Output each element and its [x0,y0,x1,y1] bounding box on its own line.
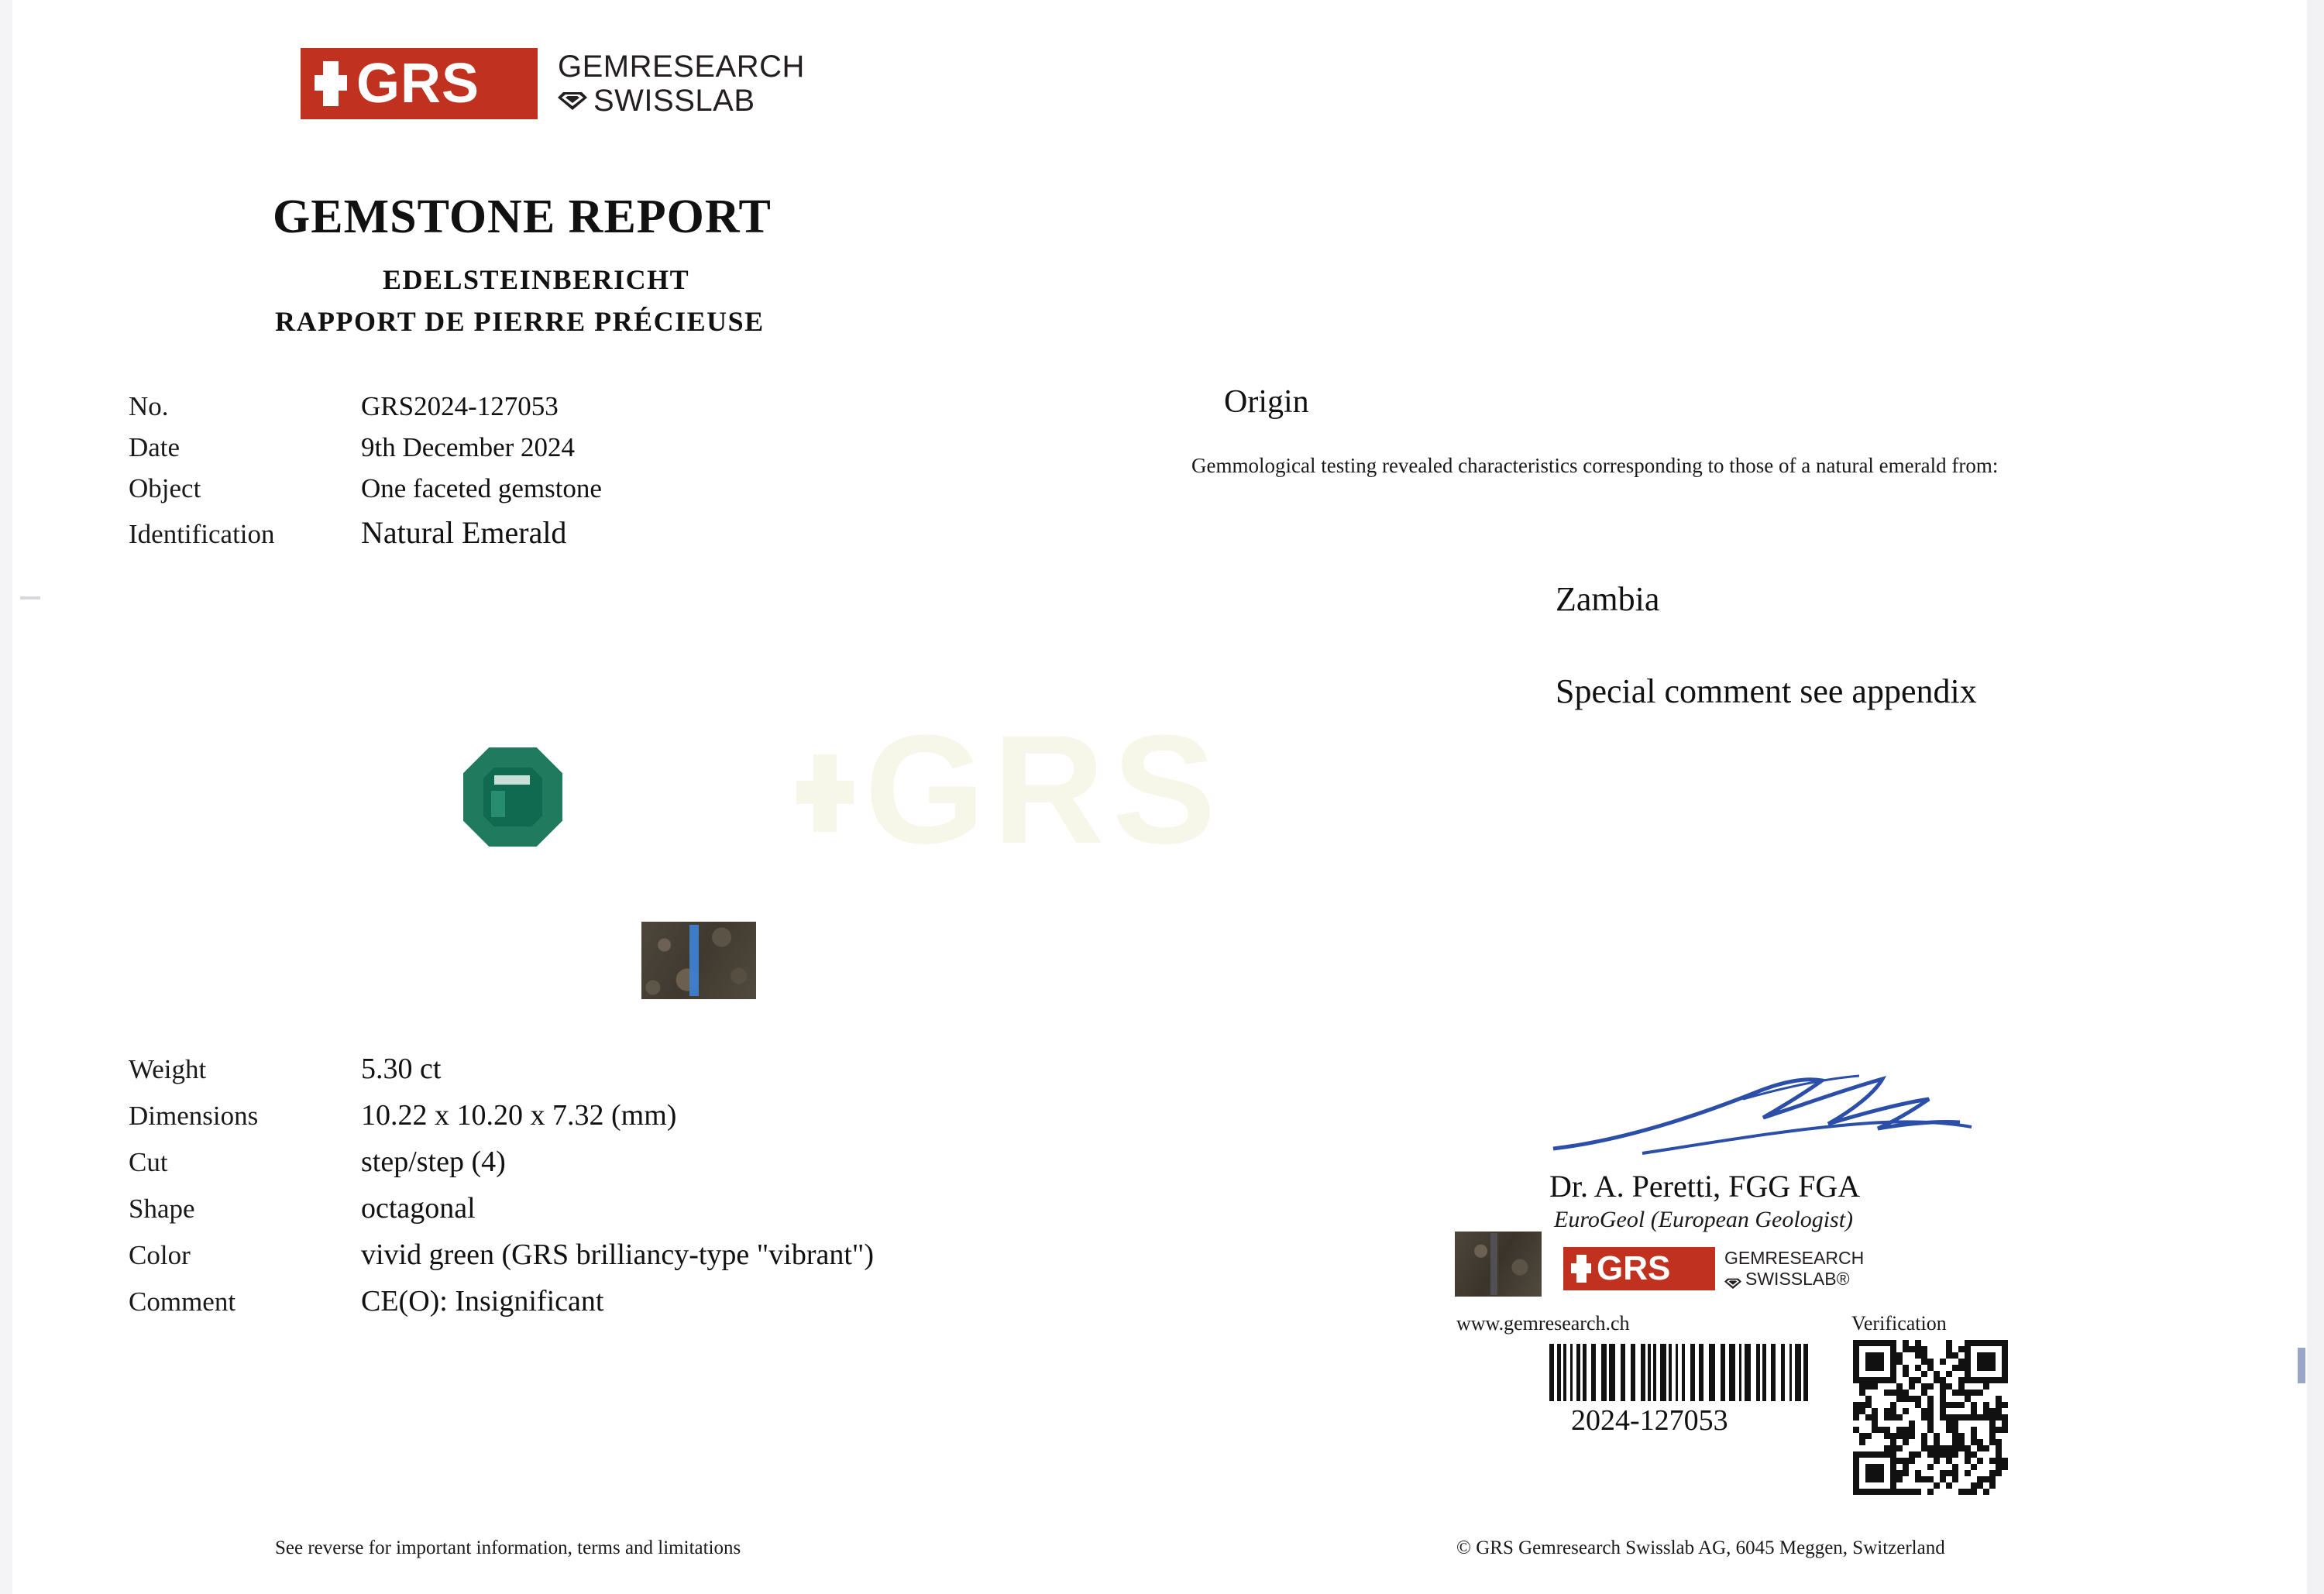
detail-value: Natural Emerald [361,515,567,550]
watermark-cross-icon [790,740,865,857]
page-edge-left [0,0,12,1594]
diamond-icon [1724,1273,1741,1286]
thumbnail-streak [1490,1233,1497,1295]
origin-statement: Gemmological testing revealed characteristics corresponding to those of a natural emerald from: [1191,454,1999,477]
detail-label: Identification [129,519,275,549]
gemstone-highlight [494,775,530,785]
logo-red-box-small [1563,1247,1715,1290]
signatory-title: EuroGeol (European Geologist) [1554,1207,1854,1232]
detail-row-shape [129,1191,1291,1225]
logo-line-2: SWISSLAB [593,84,755,118]
grs-watermark [790,701,1223,879]
detail-value: GRS2024-127053 [361,391,559,421]
detail-label: Weight [129,1054,207,1084]
detail-row-weight [129,1052,1291,1086]
detail-row-identification [129,514,1058,551]
page-title-french: RAPPORT DE PIERRE PRÉCIEUSE [275,306,765,337]
qr-code[interactable] [1853,1340,2008,1495]
logo-abbr-small: GRS [1597,1249,1671,1287]
diamond-icon [558,91,587,111]
detail-label: No. [129,391,169,421]
detail-row-no [129,391,1058,422]
handwritten-signature [1549,1073,1983,1166]
signatory-name: Dr. A. Peretti, FGG FGA [1549,1169,1861,1204]
signature-thumbnail [1455,1232,1542,1297]
inclusion-photo [641,922,756,999]
detail-label: Date [129,432,180,462]
detail-label: Dimensions [129,1101,259,1131]
footer-left-note: See reverse for important information, terms and limitations [275,1537,741,1558]
gemstone-photo [463,747,562,847]
swiss-cross-icon [315,61,347,106]
detail-label: Comment [129,1287,236,1317]
detail-value: CE(O): Insignificant [361,1285,604,1317]
origin-heading: Origin [1224,384,1309,420]
detail-value: octagonal [361,1192,476,1225]
swiss-cross-icon [1571,1255,1591,1283]
detail-value: 10.22 x 10.20 x 7.32 (mm) [361,1099,677,1132]
detail-row-comment [129,1284,1291,1318]
footer-copyright: © GRS Gemresearch Swisslab AG, 6045 Meggen, Switzerland [1456,1537,1945,1558]
page-title: GEMSTONE REPORT [273,191,772,243]
detail-label: Color [129,1240,191,1270]
logo-abbr: GRS [356,53,480,115]
origin-special-comment: Special comment see appendix [1556,672,1977,710]
watermark-text: GRS [865,703,1224,876]
thumbnail-texture [1455,1232,1542,1297]
logo-line-1-small: GEMRESEARCH [1724,1248,1865,1268]
logo-line-2-small: SWISSLAB [1745,1269,1837,1289]
report-details-bottom [129,1052,1291,1331]
grs-logo [301,48,805,119]
page-edge-mark-left [20,596,40,599]
gemstone-highlight-secondary [491,791,505,817]
registered-mark: ® [1836,1269,1850,1289]
detail-label: Cut [129,1147,168,1177]
detail-value: One faceted gemstone [361,473,602,503]
detail-label: Object [129,473,201,503]
detail-value: 9th December 2024 [361,432,576,462]
logo-wordmark-small [1724,1248,1864,1290]
detail-row-date [129,432,1058,463]
detail-row-dimensions [129,1098,1291,1132]
verification-label: Verification [1851,1312,1947,1335]
page-edge-mark-right [2298,1348,2305,1383]
website-url[interactable]: www.gemresearch.ch [1456,1312,1630,1335]
detail-value: step/step (4) [361,1146,506,1178]
page-edge-right [2307,0,2324,1594]
barcode-number: 2024-127053 [1571,1404,1728,1437]
detail-row-object [129,473,1058,504]
logo-red-box [301,48,538,119]
logo-wordmark [558,50,805,118]
barcode [1549,1344,1813,1401]
inclusion-texture [641,922,756,999]
detail-value: 5.30 ct [361,1053,442,1085]
report-details-top [129,391,1058,561]
page-title-german: EDELSTEINBERICHT [383,264,690,295]
detail-label: Shape [129,1194,195,1224]
inclusion-streak [689,925,699,996]
detail-value: vivid green (GRS brilliancy-type "vibrant") [361,1238,875,1271]
origin-country: Zambia [1556,580,1660,618]
detail-row-cut [129,1145,1291,1179]
detail-row-color [129,1238,1291,1272]
logo-line-1: GEMRESEARCH [558,50,805,84]
grs-logo-small [1563,1247,1864,1290]
